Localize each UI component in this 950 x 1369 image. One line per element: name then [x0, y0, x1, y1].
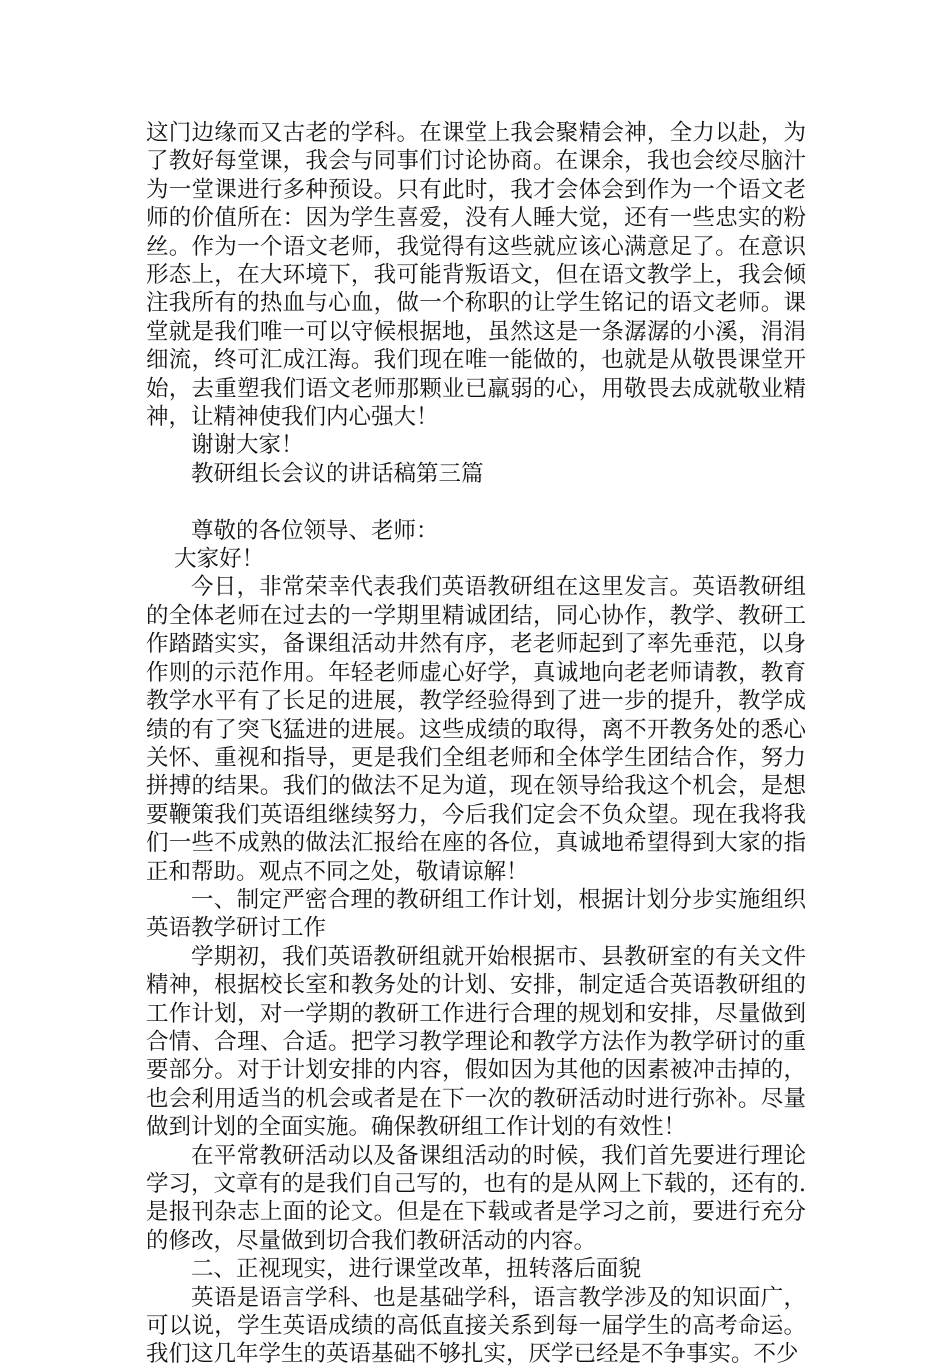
greeting: 大家好！: [174, 546, 265, 573]
paragraph-plan: 学期初，我们英语教研组就开始根据市、县教研室的有关文件精神，根据校长室和教务处的计划、安排，制定适合英语教研组的工作计划，对一学期的教研工作进行合理的规划和安排，尽量做到合情、合理、合适。把学习教学理论和教学方法作为教学研讨的重要部分。对于计划安排的内容，假如因为其他的因素被冲击掉的，也会利用适当的机会或者是在下一次的教研活动时进行弥补。尽量做到计划的全面实施。确保教研组工作计划的有效性！: [146, 943, 806, 1141]
heading-one: 一、制定严密合理的教研组工作计划，根据计划分步实施组织英语教学研讨工作: [146, 886, 806, 942]
paragraph-intro: 今日，非常荣幸代表我们英语教研组在这里发言。英语教研组的全体老师在过去的一学期里精诚团结，同心协作，教学、教研工作踏踏实实，备课组活动井然有序，老老师起到了率先垂范，以身作则的示范作用。年轻老师虚心好学，真诚地向老老师请教，教育教学水平有了长足的进展，教学经验得到了进一步的提升，教学成绩的有了突飞猛进的进展。这些成绩的取得，离不开教务处的悉心关怀、重视和指导，更是我们全组老师和全体学生团结合作，努力拼搏的结果。我们的做法不足为道，现在领导给我这个机会，是想要鞭策我们英语组继续努力，今后我们定会不负众望。现在我将我们一些不成熟的做法汇报给在座的各位，真诚地希望得到大家的指正和帮助。观点不同之处，敬请谅解！: [146, 574, 806, 885]
paragraph-english: 英语是语言学科、也是基础学科，语言教学涉及的知识面广，可以说，学生英语成绩的高低直接关系到每一届学生的高考命运。我们这几年学生的英语基础不够扎实，厌学已经是不争事实。不少: [146, 1284, 806, 1368]
paragraph-study: 在平常教研活动以及备课组活动的时候，我们首先要进行理论学习，文章有的是我们自己写的，也有的是从网上下载的，还有的.是报刊杂志上面的论文。但是在下载或者是学习之前，要进行充分的修改，尽量做到切合我们教研活动的内容。: [146, 1142, 806, 1254]
closing-thanks: 谢谢大家！: [191, 432, 304, 459]
document-body: [146, 119, 806, 1369]
heading-two: 二、正视现实，进行课堂改革，扭转落后面貌: [191, 1256, 642, 1283]
paragraph-1: 这门边缘而又古老的学科。在课堂上我会聚精会神，全力以赴，为了教好每堂课，我会与同事们讨论协商。在课余，我也会绞尽脑汁为一堂课进行多种预设。只有此时，我才会体会到作为一个语文老师的价值所在：因为学生喜爱，没有人睡大觉，还有一些忠实的粉丝。作为一个语文老师，我觉得有这些就应该心满意足了。在意识形态上，在大环境下，我可能背叛语文，但在语文教学上，我会倾注我所有的热血与心血，做一个称职的让学生铭记的语文老师。课堂就是我们唯一可以守候根据地，虽然这是一条潺潺的小溪，涓涓细流，终可汇成江海。我们现在唯一能做的，也就是从敬畏课堂开始，去重塑我们语文老师那颗业已羸弱的心，用敬畏去成就敬业精神，让精神使我们内心强大！: [146, 120, 806, 431]
section-title: 教研组长会议的讲话稿第三篇: [191, 460, 484, 487]
blank-line: [146, 488, 806, 516]
salutation: 尊敬的各位领导、老师：: [191, 517, 439, 544]
